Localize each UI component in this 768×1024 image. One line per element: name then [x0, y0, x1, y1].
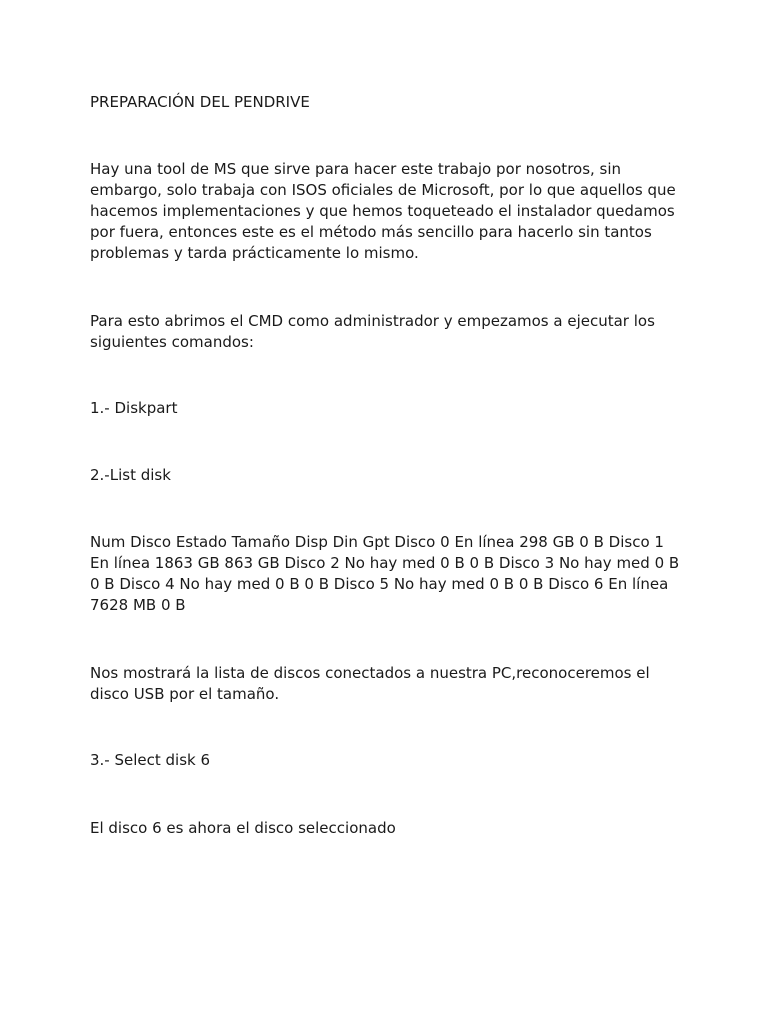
disk-list-explanation: Nos mostrará la lista de discos conectados a nuestra PC,reconoceremos el disco USB por el tamaño.: [90, 664, 650, 703]
step-select-disk: 3.- Select disk 6: [90, 751, 211, 769]
cmd-instructions-paragraph: Para esto abrimos el CMD como administrador y empezamos a ejecutar los siguientes comandos:: [90, 312, 655, 351]
disk-list-output: Num Disco Estado Tamaño Disp Din Gpt Disco 0 En línea 298 GB 0 B Disco 1 En línea 1863 GB 863 GB Disco 2 No hay med 0 B 0 B Disco 3 No hay med 0 B 0 B Disco 4 No hay med 0 B 0 B Disco 5 No hay med 0 B 0 B Disco 6 En línea 7628 MB 0 B: [90, 533, 680, 614]
intro-paragraph: Hay una tool de MS que sirve para hacer este trabajo por nosotros, sin embargo, solo trabaja con ISOS oficiales de Microsoft, por lo que aquellos que hacemos implementaciones y que hemos toqueteado el instalador quedamos por fuera, entonces este es el método más sencillo para hacerlo sin tantos problemas y tarda prácticamente lo mismo.: [90, 160, 676, 262]
step-diskpart: 1.- Diskpart: [90, 399, 178, 417]
document-title: PREPARACIÓN DEL PENDRIVE: [90, 93, 310, 111]
step-list-disk: 2.-List disk: [90, 466, 171, 484]
selected-disk-note: El disco 6 es ahora el disco seleccionado: [90, 819, 396, 837]
